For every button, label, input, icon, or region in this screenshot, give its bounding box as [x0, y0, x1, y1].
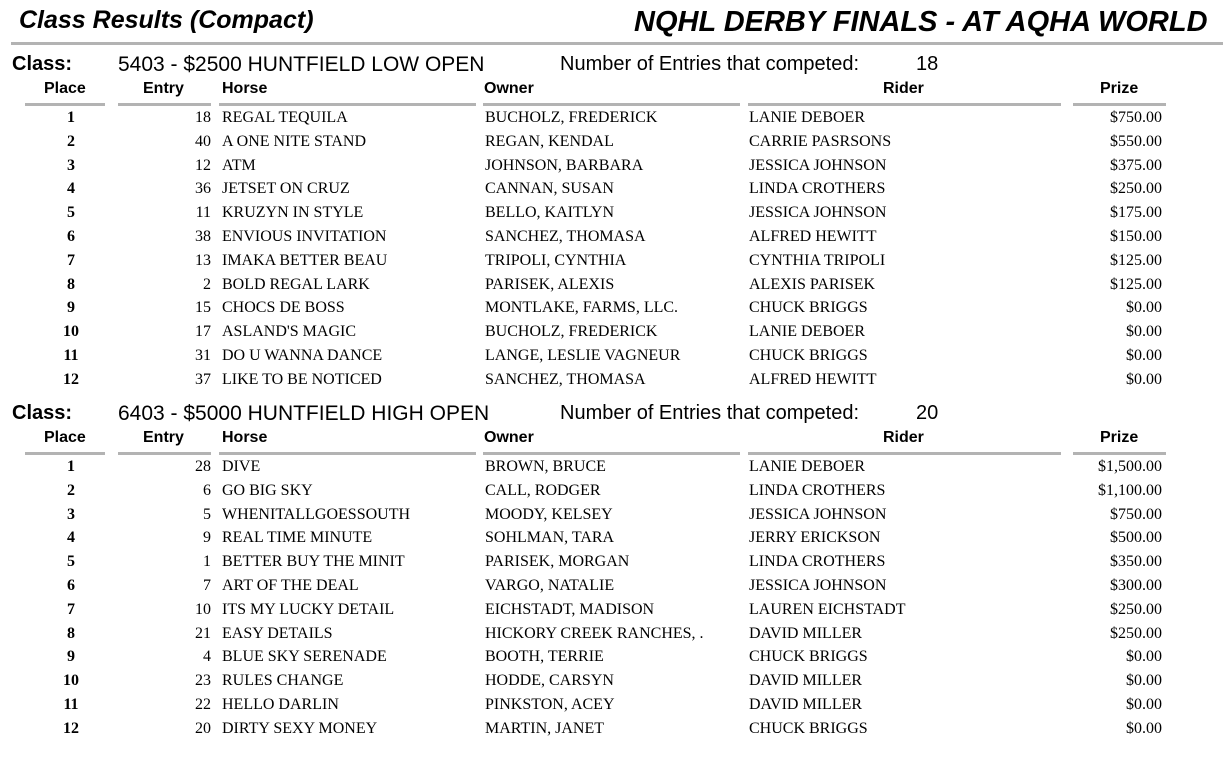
results-table — [0, 457, 1223, 743]
table-row — [0, 481, 1223, 505]
prize-cell: $500.00 — [1110, 529, 1162, 547]
column-rule-horse — [219, 452, 476, 455]
prize-cell: $0.00 — [1126, 299, 1162, 317]
class-name: 6403 - $5000 HUNTFIELD HIGH OPEN — [118, 402, 490, 425]
entry-cell: 5 — [203, 505, 211, 523]
entry-cell: 36 — [195, 180, 211, 198]
column-header-prize: Prize — [1100, 80, 1139, 97]
rider-cell: ALFRED HEWITT — [749, 370, 877, 388]
place-cell: 3 — [67, 156, 75, 174]
rider-cell: JESSICA JOHNSON — [749, 576, 887, 594]
rider-cell: LANIE DEBOER — [749, 323, 865, 341]
horse-cell: DIRTY SEXY MONEY — [222, 719, 378, 737]
column-header-entry: Entry — [143, 80, 184, 97]
place-cell: 1 — [67, 109, 75, 126]
horse-cell: HELLO DARLIN — [222, 695, 339, 713]
entry-cell: 4 — [203, 648, 211, 666]
horse-cell: RULES CHANGE — [222, 672, 344, 690]
table-row — [0, 227, 1223, 251]
owner-cell: BOOTH, TERRIE — [485, 648, 604, 666]
horse-cell: EASY DETAILS — [222, 624, 333, 642]
rider-cell: CARRIE PASRSONS — [749, 132, 892, 150]
prize-cell: $750.00 — [1110, 505, 1162, 523]
table-row — [0, 251, 1223, 275]
table-row — [0, 457, 1223, 481]
rider-cell: ALFRED HEWITT — [749, 227, 877, 245]
rider-cell: LANIE DEBOER — [749, 109, 865, 126]
owner-cell: BROWN, BRUCE — [485, 458, 606, 475]
horse-cell: LIKE TO BE NOTICED — [222, 370, 382, 388]
prize-cell: $0.00 — [1126, 648, 1162, 666]
entry-cell: 6 — [203, 481, 211, 499]
rider-cell: LINDA CROTHERS — [749, 553, 886, 571]
entry-cell: 37 — [195, 370, 211, 388]
table-row — [0, 576, 1223, 600]
entry-cell: 22 — [195, 695, 211, 713]
horse-cell: ASLAND'S MAGIC — [222, 323, 357, 341]
column-header-prize: Prize — [1100, 429, 1139, 446]
owner-cell: PINKSTON, ACEY — [485, 695, 615, 713]
owner-cell: HODDE, CARSYN — [485, 672, 614, 690]
rider-cell: DAVID MILLER — [749, 624, 863, 642]
entry-cell: 1 — [203, 553, 211, 571]
place-cell: 9 — [67, 648, 75, 666]
class-name: 5403 - $2500 HUNTFIELD LOW OPEN — [118, 53, 485, 76]
table-row — [0, 275, 1223, 299]
prize-cell: $0.00 — [1126, 695, 1162, 713]
owner-cell: MOODY, KELSEY — [485, 505, 613, 523]
place-cell: 4 — [67, 529, 75, 547]
table-row — [0, 203, 1223, 227]
owner-cell: PARISEK, MORGAN — [485, 553, 630, 571]
column-rule-prize — [1073, 103, 1166, 106]
horse-cell: CHOCS DE BOSS — [222, 299, 345, 317]
place-cell: 2 — [67, 132, 75, 150]
horse-cell: A ONE NITE STAND — [222, 132, 367, 150]
table-row — [0, 505, 1223, 529]
place-cell: 1 — [67, 458, 75, 475]
column-header-rider: Rider — [883, 80, 924, 97]
rider-cell: CHUCK BRIGGS — [749, 346, 868, 364]
owner-cell: CANNAN, SUSAN — [485, 180, 614, 198]
rider-cell: CHUCK BRIGGS — [749, 719, 868, 737]
rider-cell: DAVID MILLER — [749, 695, 863, 713]
entry-cell: 2 — [203, 275, 211, 293]
prize-cell: $350.00 — [1110, 553, 1162, 571]
rider-cell: DAVID MILLER — [749, 672, 863, 690]
place-cell: 6 — [67, 227, 75, 245]
table-row — [0, 695, 1223, 719]
horse-cell: BLUE SKY SERENADE — [222, 648, 387, 666]
owner-cell: TRIPOLI, CYNTHIA — [485, 251, 627, 269]
prize-cell: $150.00 — [1110, 227, 1162, 245]
class-section — [0, 53, 1223, 393]
column-rule-place — [25, 452, 105, 455]
horse-cell: BETTER BUY THE MINIT — [222, 553, 405, 571]
table-row — [0, 322, 1223, 346]
horse-cell: DIVE — [222, 458, 261, 475]
owner-cell: EICHSTADT, MADISON — [485, 600, 655, 618]
rider-cell: LANIE DEBOER — [749, 458, 865, 475]
table-row — [0, 179, 1223, 203]
column-header-owner: Owner — [484, 80, 534, 97]
rider-cell: LINDA CROTHERS — [749, 481, 886, 499]
place-cell: 11 — [63, 695, 79, 713]
table-row — [0, 552, 1223, 576]
entry-cell: 20 — [195, 719, 211, 737]
horse-cell: ENVIOUS INVITATION — [222, 227, 387, 245]
horse-cell: REAL TIME MINUTE — [222, 529, 373, 547]
place-cell: 5 — [67, 204, 75, 222]
rider-cell: ALEXIS PARISEK — [749, 275, 876, 293]
place-cell: 8 — [67, 275, 75, 293]
owner-cell: LANGE, LESLIE VAGNEUR — [485, 346, 681, 364]
column-rule-rider — [748, 452, 1061, 455]
owner-cell: SANCHEZ, THOMASA — [485, 227, 646, 245]
owner-cell: BUCHOLZ, FREDERICK — [485, 109, 658, 126]
horse-cell: GO BIG SKY — [222, 481, 313, 499]
owner-cell: HICKORY CREEK RANCHES, . — [485, 624, 704, 642]
horse-cell: ITS MY LUCKY DETAIL — [222, 600, 395, 618]
horse-cell: ART OF THE DEAL — [222, 576, 359, 594]
entry-cell: 38 — [195, 227, 211, 245]
table-row — [0, 298, 1223, 322]
place-cell: 6 — [67, 576, 75, 594]
column-rule-entry — [118, 452, 211, 455]
report-title: Class Results (Compact) — [19, 6, 314, 34]
prize-cell: $250.00 — [1110, 600, 1162, 618]
rider-cell: JESSICA JOHNSON — [749, 204, 887, 222]
entry-cell: 17 — [195, 323, 211, 341]
entry-cell: 40 — [195, 132, 211, 150]
place-cell: 4 — [67, 180, 75, 198]
rider-cell: CHUCK BRIGGS — [749, 299, 868, 317]
table-row — [0, 156, 1223, 180]
entries-count-label: Number of Entries that competed: — [560, 402, 860, 424]
event-title: NQHL DERBY FINALS - AT AQHA WORLD — [634, 6, 1208, 38]
prize-cell: $1,100.00 — [1098, 481, 1162, 499]
place-cell: 5 — [67, 553, 75, 571]
table-row — [0, 647, 1223, 671]
entry-cell: 15 — [195, 299, 211, 317]
horse-cell: ATM — [222, 156, 256, 174]
prize-cell: $0.00 — [1126, 323, 1162, 341]
owner-cell: BELLO, KAITLYN — [485, 204, 615, 222]
place-cell: 10 — [63, 672, 79, 690]
prize-cell: $0.00 — [1126, 672, 1162, 690]
rider-cell: JESSICA JOHNSON — [749, 505, 887, 523]
table-row — [0, 624, 1223, 648]
place-cell: 11 — [63, 346, 79, 364]
rider-cell: JESSICA JOHNSON — [749, 156, 887, 174]
table-row — [0, 370, 1223, 394]
owner-cell: BUCHOLZ, FREDERICK — [485, 323, 658, 341]
place-cell: 7 — [67, 251, 75, 269]
entry-cell: 9 — [203, 529, 211, 547]
prize-cell: $0.00 — [1126, 370, 1162, 388]
column-rule-rider — [748, 103, 1061, 106]
prize-cell: $750.00 — [1110, 109, 1162, 126]
owner-cell: SANCHEZ, THOMASA — [485, 370, 646, 388]
owner-cell: SOHLMAN, TARA — [485, 529, 615, 547]
entry-cell: 10 — [195, 600, 211, 618]
place-cell: 3 — [67, 505, 75, 523]
table-row — [0, 108, 1223, 132]
horse-cell: DO U WANNA DANCE — [222, 346, 383, 364]
place-cell: 9 — [67, 299, 75, 317]
prize-cell: $375.00 — [1110, 156, 1162, 174]
column-rule-place — [25, 103, 105, 106]
place-cell: 12 — [63, 719, 79, 737]
prize-cell: $125.00 — [1110, 275, 1162, 293]
entries-count: 18 — [916, 53, 939, 75]
table-row — [0, 600, 1223, 624]
rider-cell: CHUCK BRIGGS — [749, 648, 868, 666]
table-row — [0, 719, 1223, 743]
column-rule-owner — [483, 452, 740, 455]
class-label: Class: — [12, 53, 73, 75]
entry-cell: 18 — [195, 109, 211, 126]
column-header-horse: Horse — [222, 429, 268, 446]
rider-cell: LAUREN EICHSTADT — [749, 600, 906, 618]
entries-count-label: Number of Entries that competed: — [560, 53, 860, 75]
prize-cell: $125.00 — [1110, 251, 1162, 269]
class-label: Class: — [12, 402, 73, 424]
place-cell: 12 — [63, 370, 79, 388]
prize-cell: $175.00 — [1110, 204, 1162, 222]
entry-cell: 31 — [195, 346, 211, 364]
table-row — [0, 671, 1223, 695]
owner-cell: PARISEK, ALEXIS — [485, 275, 615, 293]
horse-cell: JETSET ON CRUZ — [222, 180, 350, 198]
column-rule-horse — [219, 103, 476, 106]
owner-cell: VARGO, NATALIE — [485, 576, 615, 594]
horse-cell: WHENITALLGOESSOUTH — [222, 505, 411, 523]
horse-cell: KRUZYN IN STYLE — [222, 204, 364, 222]
column-rule-prize — [1073, 452, 1166, 455]
entry-cell: 23 — [195, 672, 211, 690]
owner-cell: MARTIN, JANET — [485, 719, 605, 737]
prize-cell: $0.00 — [1126, 346, 1162, 364]
entry-cell: 11 — [195, 204, 211, 222]
table-row — [0, 132, 1223, 156]
entry-cell: 12 — [195, 156, 211, 174]
column-header-rider: Rider — [883, 429, 924, 446]
prize-cell: $300.00 — [1110, 576, 1162, 594]
rider-cell: CYNTHIA TRIPOLI — [749, 251, 886, 269]
owner-cell: JOHNSON, BARBARA — [485, 156, 644, 174]
table-row — [0, 346, 1223, 370]
horse-cell: IMAKA BETTER BEAU — [222, 251, 388, 269]
rider-cell: JERRY ERICKSON — [749, 529, 881, 547]
header-divider — [11, 42, 1223, 45]
prize-cell: $250.00 — [1110, 180, 1162, 198]
owner-cell: MONTLAKE, FARMS, LLC. — [485, 299, 679, 317]
column-header-place: Place — [44, 80, 86, 97]
place-cell: 10 — [63, 323, 79, 341]
rider-cell: LINDA CROTHERS — [749, 180, 886, 198]
entry-cell: 7 — [203, 576, 211, 594]
prize-cell: $1,500.00 — [1098, 458, 1162, 475]
entry-cell: 21 — [195, 624, 211, 642]
column-rule-entry — [118, 103, 211, 106]
prize-cell: $250.00 — [1110, 624, 1162, 642]
prize-cell: $550.00 — [1110, 132, 1162, 150]
table-row — [0, 528, 1223, 552]
place-cell: 7 — [67, 600, 75, 618]
column-header-entry: Entry — [143, 429, 184, 446]
place-cell: 8 — [67, 624, 75, 642]
entry-cell: 13 — [195, 251, 211, 269]
column-rule-owner — [483, 103, 740, 106]
place-cell: 2 — [67, 481, 75, 499]
owner-cell: REGAN, KENDAL — [485, 132, 614, 150]
horse-cell: BOLD REGAL LARK — [222, 275, 370, 293]
entry-cell: 28 — [195, 458, 211, 475]
column-header-horse: Horse — [222, 80, 268, 97]
horse-cell: REGAL TEQUILA — [222, 109, 348, 126]
column-header-owner: Owner — [484, 429, 534, 446]
prize-cell: $0.00 — [1126, 719, 1162, 737]
owner-cell: CALL, RODGER — [485, 481, 601, 499]
entries-count: 20 — [916, 402, 939, 424]
column-header-place: Place — [44, 429, 86, 446]
class-section — [0, 402, 1223, 742]
results-table — [0, 108, 1223, 394]
